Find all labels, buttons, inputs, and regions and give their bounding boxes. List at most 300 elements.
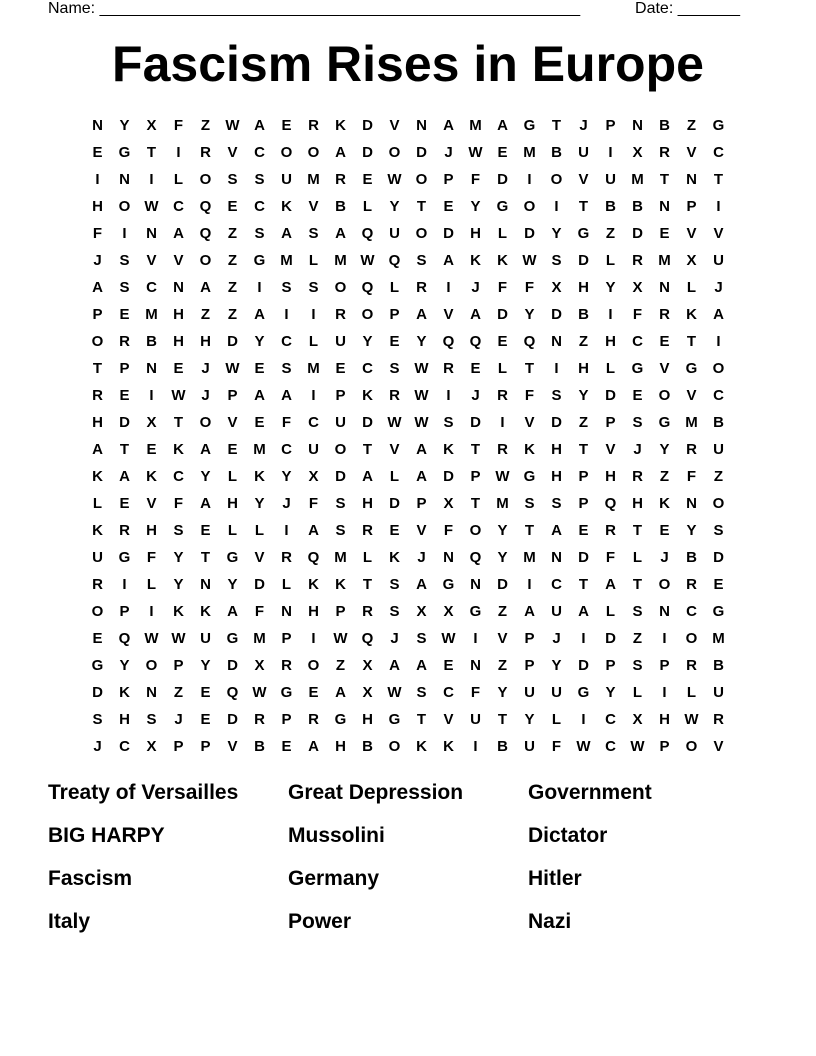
grid-letter[interactable]: S — [146, 711, 157, 728]
grid-letter[interactable]: V — [524, 414, 535, 431]
grid-letter[interactable]: T — [659, 171, 670, 188]
grid-letter[interactable]: R — [92, 387, 103, 404]
grid-letter[interactable]: O — [334, 441, 347, 458]
grid-letter[interactable]: U — [335, 333, 346, 350]
grid-letter[interactable]: E — [362, 171, 373, 188]
grid-letter[interactable]: S — [389, 576, 400, 593]
grid-letter[interactable]: W — [387, 414, 402, 431]
grid-letter[interactable]: O — [523, 198, 536, 215]
grid-letter[interactable]: A — [443, 117, 454, 134]
grid-letter[interactable]: D — [227, 711, 238, 728]
grid-letter[interactable]: M — [307, 360, 320, 377]
grid-letter[interactable]: B — [605, 198, 616, 215]
grid-letter[interactable]: J — [579, 117, 588, 134]
grid-letter[interactable]: L — [497, 225, 508, 242]
grid-letter[interactable]: A — [200, 495, 211, 512]
grid-letter[interactable]: H — [551, 441, 562, 458]
grid-letter[interactable]: L — [308, 252, 319, 269]
grid-letter[interactable]: K — [335, 576, 346, 593]
grid-letter[interactable]: V — [173, 252, 184, 269]
grid-letter[interactable]: Y — [254, 333, 265, 350]
grid-letter[interactable]: R — [686, 441, 697, 458]
grid-letter[interactable]: V — [686, 225, 697, 242]
grid-letter[interactable]: U — [551, 684, 562, 701]
grid-letter[interactable]: J — [714, 279, 723, 296]
grid-letter[interactable]: G — [523, 117, 536, 134]
grid-letter[interactable]: O — [685, 738, 698, 755]
grid-letter[interactable]: A — [605, 576, 616, 593]
grid-letter[interactable]: T — [632, 522, 643, 539]
grid-letter[interactable]: H — [308, 603, 319, 620]
grid-letter[interactable]: C — [146, 279, 157, 296]
grid-letter[interactable]: X — [632, 279, 643, 296]
grid-letter[interactable]: V — [227, 738, 238, 755]
grid-letter[interactable]: Z — [632, 630, 643, 647]
grid-letter[interactable]: Q — [469, 549, 482, 566]
grid-letter[interactable]: B — [551, 144, 562, 161]
grid-letter[interactable]: U — [524, 738, 535, 755]
grid-letter[interactable]: L — [308, 333, 319, 350]
grid-letter[interactable]: O — [91, 333, 104, 350]
grid-letter[interactable]: G — [388, 711, 401, 728]
grid-letter[interactable]: E — [173, 360, 184, 377]
grid-letter[interactable]: I — [662, 684, 667, 701]
grid-letter[interactable]: O — [199, 171, 212, 188]
grid-letter[interactable]: O — [199, 252, 212, 269]
grid-letter[interactable]: H — [362, 711, 373, 728]
grid-letter[interactable]: J — [552, 630, 561, 647]
grid-letter[interactable]: R — [308, 117, 319, 134]
grid-letter[interactable]: I — [500, 414, 505, 431]
grid-letter[interactable]: N — [551, 333, 562, 350]
grid-letter[interactable]: V — [389, 117, 400, 134]
grid-letter[interactable]: G — [577, 684, 590, 701]
grid-letter[interactable]: E — [119, 495, 130, 512]
grid-letter[interactable]: U — [389, 225, 400, 242]
grid-letter[interactable]: S — [524, 495, 535, 512]
grid-letter[interactable]: Y — [497, 522, 508, 539]
grid-letter[interactable]: W — [225, 117, 240, 134]
grid-letter[interactable]: I — [122, 576, 127, 593]
grid-letter[interactable]: H — [200, 333, 211, 350]
grid-letter[interactable]: L — [632, 684, 643, 701]
grid-letter[interactable]: D — [362, 117, 373, 134]
grid-letter[interactable]: H — [659, 711, 670, 728]
grid-letter[interactable]: U — [713, 441, 724, 458]
grid-letter[interactable]: A — [416, 441, 427, 458]
grid-letter[interactable]: V — [227, 144, 238, 161]
grid-letter[interactable]: T — [119, 441, 130, 458]
grid-letter[interactable]: F — [281, 414, 292, 431]
grid-letter[interactable]: K — [308, 576, 319, 593]
grid-letter[interactable]: T — [470, 441, 481, 458]
grid-letter[interactable]: E — [443, 657, 454, 674]
grid-letter[interactable]: O — [145, 657, 158, 674]
grid-letter[interactable]: O — [469, 522, 482, 539]
grid-letter[interactable]: A — [227, 603, 238, 620]
grid-letter[interactable]: F — [146, 549, 157, 566]
grid-letter[interactable]: F — [497, 279, 508, 296]
grid-letter[interactable]: B — [578, 306, 589, 323]
grid-letter[interactable]: P — [389, 306, 400, 323]
grid-letter[interactable]: K — [173, 441, 184, 458]
grid-letter[interactable]: Y — [497, 684, 508, 701]
grid-letter[interactable]: W — [495, 468, 510, 485]
grid-letter[interactable]: L — [686, 279, 697, 296]
grid-letter[interactable]: S — [632, 414, 643, 431]
grid-letter[interactable]: I — [527, 576, 532, 593]
grid-letter[interactable]: U — [713, 252, 724, 269]
grid-letter[interactable]: R — [416, 279, 427, 296]
grid-letter[interactable]: Z — [200, 306, 211, 323]
grid-letter[interactable]: C — [713, 144, 724, 161]
grid-letter[interactable]: V — [713, 225, 724, 242]
grid-letter[interactable]: J — [444, 144, 453, 161]
grid-letter[interactable]: K — [443, 738, 454, 755]
grid-letter[interactable]: F — [524, 279, 535, 296]
grid-letter[interactable]: Z — [227, 225, 238, 242]
grid-letter[interactable]: X — [362, 657, 373, 674]
grid-letter[interactable]: R — [389, 387, 400, 404]
grid-letter[interactable]: G — [631, 360, 644, 377]
grid-letter[interactable]: H — [470, 225, 481, 242]
grid-letter[interactable]: W — [414, 360, 429, 377]
grid-letter[interactable]: E — [335, 360, 346, 377]
grid-letter[interactable]: E — [497, 333, 508, 350]
grid-letter[interactable]: W — [630, 738, 645, 755]
grid-letter[interactable]: K — [146, 468, 157, 485]
grid-letter[interactable]: I — [581, 711, 586, 728]
grid-letter[interactable]: P — [335, 387, 346, 404]
grid-letter[interactable]: O — [658, 576, 671, 593]
grid-letter[interactable]: Y — [524, 711, 535, 728]
grid-letter[interactable]: K — [686, 306, 697, 323]
grid-letter[interactable]: Y — [605, 279, 616, 296]
grid-letter[interactable]: D — [524, 225, 535, 242]
grid-letter[interactable]: I — [311, 630, 316, 647]
grid-letter[interactable]: S — [119, 252, 130, 269]
date-field-label[interactable]: Date: _______ — [635, 0, 740, 17]
grid-letter[interactable]: R — [443, 360, 454, 377]
grid-letter[interactable]: A — [308, 522, 319, 539]
grid-letter[interactable]: X — [443, 603, 454, 620]
grid-letter[interactable]: U — [524, 684, 535, 701]
grid-letter[interactable]: T — [713, 171, 724, 188]
grid-letter[interactable]: I — [284, 306, 289, 323]
grid-letter[interactable]: Q — [388, 252, 401, 269]
grid-letter[interactable]: Y — [605, 684, 616, 701]
grid-letter[interactable]: D — [605, 630, 616, 647]
grid-letter[interactable]: A — [335, 684, 346, 701]
grid-letter[interactable]: H — [173, 306, 184, 323]
grid-letter[interactable]: S — [308, 225, 319, 242]
grid-letter[interactable]: J — [633, 441, 642, 458]
grid-letter[interactable]: S — [254, 225, 265, 242]
grid-letter[interactable]: G — [469, 603, 482, 620]
grid-letter[interactable]: A — [416, 576, 427, 593]
grid-letter[interactable]: K — [470, 252, 481, 269]
grid-letter[interactable]: M — [658, 252, 671, 269]
grid-letter[interactable]: K — [362, 387, 373, 404]
grid-letter[interactable]: T — [632, 576, 643, 593]
grid-letter[interactable]: X — [632, 711, 643, 728]
grid-letter[interactable]: B — [497, 738, 508, 755]
grid-letter[interactable]: L — [605, 603, 616, 620]
grid-letter[interactable]: W — [387, 684, 402, 701]
grid-letter[interactable]: P — [119, 360, 130, 377]
grid-letter[interactable]: W — [387, 171, 402, 188]
grid-letter[interactable]: I — [311, 387, 316, 404]
grid-letter[interactable]: T — [173, 414, 184, 431]
grid-letter[interactable]: M — [523, 144, 536, 161]
grid-letter[interactable]: Z — [605, 225, 616, 242]
grid-letter[interactable]: S — [308, 279, 319, 296]
grid-letter[interactable]: A — [200, 279, 211, 296]
grid-letter[interactable]: X — [632, 144, 643, 161]
grid-letter[interactable]: C — [551, 576, 562, 593]
grid-letter[interactable]: S — [632, 603, 643, 620]
grid-letter[interactable]: D — [119, 414, 130, 431]
grid-letter[interactable]: F — [92, 225, 103, 242]
grid-letter[interactable]: D — [254, 576, 265, 593]
grid-letter[interactable]: D — [632, 225, 643, 242]
grid-letter[interactable]: F — [524, 387, 535, 404]
grid-letter[interactable]: L — [389, 279, 400, 296]
grid-letter[interactable]: K — [389, 549, 400, 566]
grid-letter[interactable]: R — [605, 522, 616, 539]
grid-letter[interactable]: C — [173, 468, 184, 485]
grid-letter[interactable]: L — [92, 495, 103, 512]
grid-letter[interactable]: P — [524, 657, 535, 674]
grid-letter[interactable]: W — [468, 144, 483, 161]
grid-letter[interactable]: W — [144, 630, 159, 647]
grid-letter[interactable]: D — [713, 549, 724, 566]
grid-letter[interactable]: M — [496, 495, 509, 512]
grid-letter[interactable]: L — [605, 360, 616, 377]
grid-letter[interactable]: A — [524, 603, 535, 620]
grid-letter[interactable]: X — [416, 603, 427, 620]
grid-letter[interactable]: Z — [659, 468, 670, 485]
grid-letter[interactable]: D — [227, 657, 238, 674]
grid-letter[interactable]: Q — [361, 279, 374, 296]
grid-letter[interactable]: I — [473, 630, 478, 647]
grid-letter[interactable]: Y — [173, 576, 184, 593]
grid-letter[interactable]: P — [173, 738, 184, 755]
grid-letter[interactable]: A — [173, 225, 184, 242]
grid-letter[interactable]: Y — [524, 306, 535, 323]
grid-letter[interactable]: Z — [686, 117, 697, 134]
grid-letter[interactable]: V — [443, 711, 454, 728]
grid-letter[interactable]: L — [146, 576, 157, 593]
grid-letter[interactable]: M — [523, 549, 536, 566]
grid-letter[interactable]: Y — [551, 657, 562, 674]
grid-letter[interactable]: D — [578, 657, 589, 674]
grid-letter[interactable]: E — [227, 441, 238, 458]
grid-letter[interactable]: X — [146, 414, 157, 431]
grid-letter[interactable]: Z — [227, 252, 238, 269]
grid-letter[interactable]: A — [362, 468, 373, 485]
grid-letter[interactable]: G — [496, 198, 509, 215]
grid-letter[interactable]: C — [281, 333, 292, 350]
grid-letter[interactable]: V — [227, 414, 238, 431]
grid-letter[interactable]: E — [443, 198, 454, 215]
grid-letter[interactable]: E — [92, 630, 103, 647]
grid-letter[interactable]: H — [578, 360, 589, 377]
grid-letter[interactable]: Q — [523, 333, 536, 350]
grid-letter[interactable]: E — [659, 333, 670, 350]
grid-letter[interactable]: L — [281, 576, 292, 593]
grid-letter[interactable]: U — [713, 684, 724, 701]
grid-letter[interactable]: W — [225, 360, 240, 377]
grid-letter[interactable]: W — [333, 630, 348, 647]
grid-letter[interactable]: H — [227, 495, 238, 512]
grid-letter[interactable]: V — [713, 738, 724, 755]
grid-letter[interactable]: J — [471, 279, 480, 296]
grid-letter[interactable]: R — [686, 657, 697, 674]
grid-letter[interactable]: C — [254, 144, 265, 161]
grid-letter[interactable]: O — [415, 171, 428, 188]
grid-letter[interactable]: L — [497, 360, 508, 377]
grid-letter[interactable]: Q — [469, 333, 482, 350]
grid-letter[interactable]: T — [92, 360, 103, 377]
grid-letter[interactable]: R — [362, 522, 373, 539]
grid-letter[interactable]: Y — [200, 657, 211, 674]
grid-letter[interactable]: N — [551, 549, 562, 566]
grid-letter[interactable]: O — [415, 225, 428, 242]
grid-letter[interactable]: H — [92, 198, 103, 215]
grid-letter[interactable]: P — [578, 468, 589, 485]
grid-letter[interactable]: D — [578, 252, 589, 269]
grid-letter[interactable]: W — [252, 684, 267, 701]
grid-letter[interactable]: E — [254, 414, 265, 431]
grid-letter[interactable]: G — [91, 657, 104, 674]
grid-letter[interactable]: C — [281, 441, 292, 458]
grid-letter[interactable]: E — [470, 360, 481, 377]
grid-letter[interactable]: P — [470, 468, 481, 485]
grid-letter[interactable]: E — [254, 360, 265, 377]
grid-letter[interactable]: F — [443, 522, 454, 539]
grid-letter[interactable]: W — [441, 630, 456, 647]
grid-letter[interactable]: B — [335, 198, 346, 215]
grid-letter[interactable]: I — [581, 630, 586, 647]
grid-letter[interactable]: R — [659, 306, 670, 323]
grid-letter[interactable]: F — [308, 495, 319, 512]
grid-letter[interactable]: X — [146, 117, 157, 134]
grid-letter[interactable]: S — [389, 603, 400, 620]
grid-letter[interactable]: E — [578, 522, 589, 539]
grid-letter[interactable]: O — [334, 279, 347, 296]
grid-letter[interactable]: D — [227, 333, 238, 350]
grid-letter[interactable]: G — [334, 711, 347, 728]
grid-letter[interactable]: V — [686, 387, 697, 404]
grid-letter[interactable]: S — [416, 684, 427, 701]
grid-letter[interactable]: P — [227, 387, 238, 404]
grid-letter[interactable]: I — [446, 279, 451, 296]
grid-letter[interactable]: Y — [389, 198, 400, 215]
grid-letter[interactable]: I — [554, 360, 559, 377]
grid-letter[interactable]: Q — [199, 198, 212, 215]
grid-letter[interactable]: G — [658, 414, 671, 431]
grid-letter[interactable]: A — [497, 117, 508, 134]
grid-letter[interactable]: Y — [281, 468, 292, 485]
grid-letter[interactable]: S — [335, 495, 346, 512]
grid-letter[interactable]: G — [118, 549, 131, 566]
grid-letter[interactable]: Z — [335, 657, 346, 674]
grid-letter[interactable]: Z — [227, 306, 238, 323]
grid-letter[interactable]: O — [361, 306, 374, 323]
grid-letter[interactable]: Q — [361, 225, 374, 242]
grid-letter[interactable]: W — [171, 630, 186, 647]
grid-letter[interactable]: U — [605, 171, 616, 188]
grid-letter[interactable]: K — [254, 468, 265, 485]
grid-letter[interactable]: I — [662, 630, 667, 647]
grid-letter[interactable]: Y — [362, 333, 373, 350]
grid-letter[interactable]: G — [712, 603, 725, 620]
grid-letter[interactable]: U — [200, 630, 211, 647]
grid-letter[interactable]: Y — [659, 441, 670, 458]
grid-letter[interactable]: Q — [361, 630, 374, 647]
grid-letter[interactable]: M — [145, 306, 158, 323]
grid-letter[interactable]: B — [362, 738, 373, 755]
grid-letter[interactable]: R — [119, 522, 130, 539]
grid-letter[interactable]: W — [576, 738, 591, 755]
grid-letter[interactable]: N — [686, 495, 697, 512]
grid-letter[interactable]: N — [659, 603, 670, 620]
grid-letter[interactable]: E — [281, 738, 292, 755]
grid-letter[interactable]: K — [443, 441, 454, 458]
grid-letter[interactable]: R — [200, 144, 211, 161]
grid-letter[interactable]: Y — [497, 549, 508, 566]
grid-letter[interactable]: O — [388, 738, 401, 755]
grid-letter[interactable]: A — [470, 306, 481, 323]
grid-letter[interactable]: S — [551, 252, 562, 269]
grid-letter[interactable]: I — [149, 171, 154, 188]
grid-letter[interactable]: O — [550, 171, 563, 188]
grid-letter[interactable]: I — [257, 279, 262, 296]
grid-letter[interactable]: N — [281, 603, 292, 620]
grid-letter[interactable]: R — [308, 711, 319, 728]
grid-letter[interactable]: S — [227, 171, 238, 188]
grid-letter[interactable]: R — [497, 441, 508, 458]
grid-letter[interactable]: Z — [578, 333, 589, 350]
grid-letter[interactable]: P — [281, 630, 292, 647]
grid-letter[interactable]: G — [685, 360, 698, 377]
grid-letter[interactable]: T — [146, 144, 157, 161]
grid-letter[interactable]: G — [712, 117, 725, 134]
grid-letter[interactable]: G — [523, 468, 536, 485]
grid-letter[interactable]: S — [119, 279, 130, 296]
grid-letter[interactable]: S — [416, 630, 427, 647]
grid-letter[interactable]: H — [551, 468, 562, 485]
grid-letter[interactable]: V — [578, 171, 589, 188]
grid-letter[interactable]: R — [632, 468, 643, 485]
grid-letter[interactable]: M — [334, 549, 347, 566]
grid-letter[interactable]: P — [173, 657, 184, 674]
grid-letter[interactable]: T — [524, 360, 535, 377]
grid-letter[interactable]: N — [632, 117, 643, 134]
grid-letter[interactable]: A — [254, 117, 265, 134]
grid-letter[interactable]: P — [605, 117, 616, 134]
grid-letter[interactable]: V — [146, 252, 157, 269]
grid-letter[interactable]: M — [631, 171, 644, 188]
grid-letter[interactable]: W — [522, 252, 537, 269]
grid-letter[interactable]: I — [122, 225, 127, 242]
grid-letter[interactable]: H — [632, 495, 643, 512]
grid-letter[interactable]: N — [470, 657, 481, 674]
grid-letter[interactable]: V — [389, 441, 400, 458]
grid-letter[interactable]: S — [416, 252, 427, 269]
grid-letter[interactable]: N — [686, 171, 697, 188]
